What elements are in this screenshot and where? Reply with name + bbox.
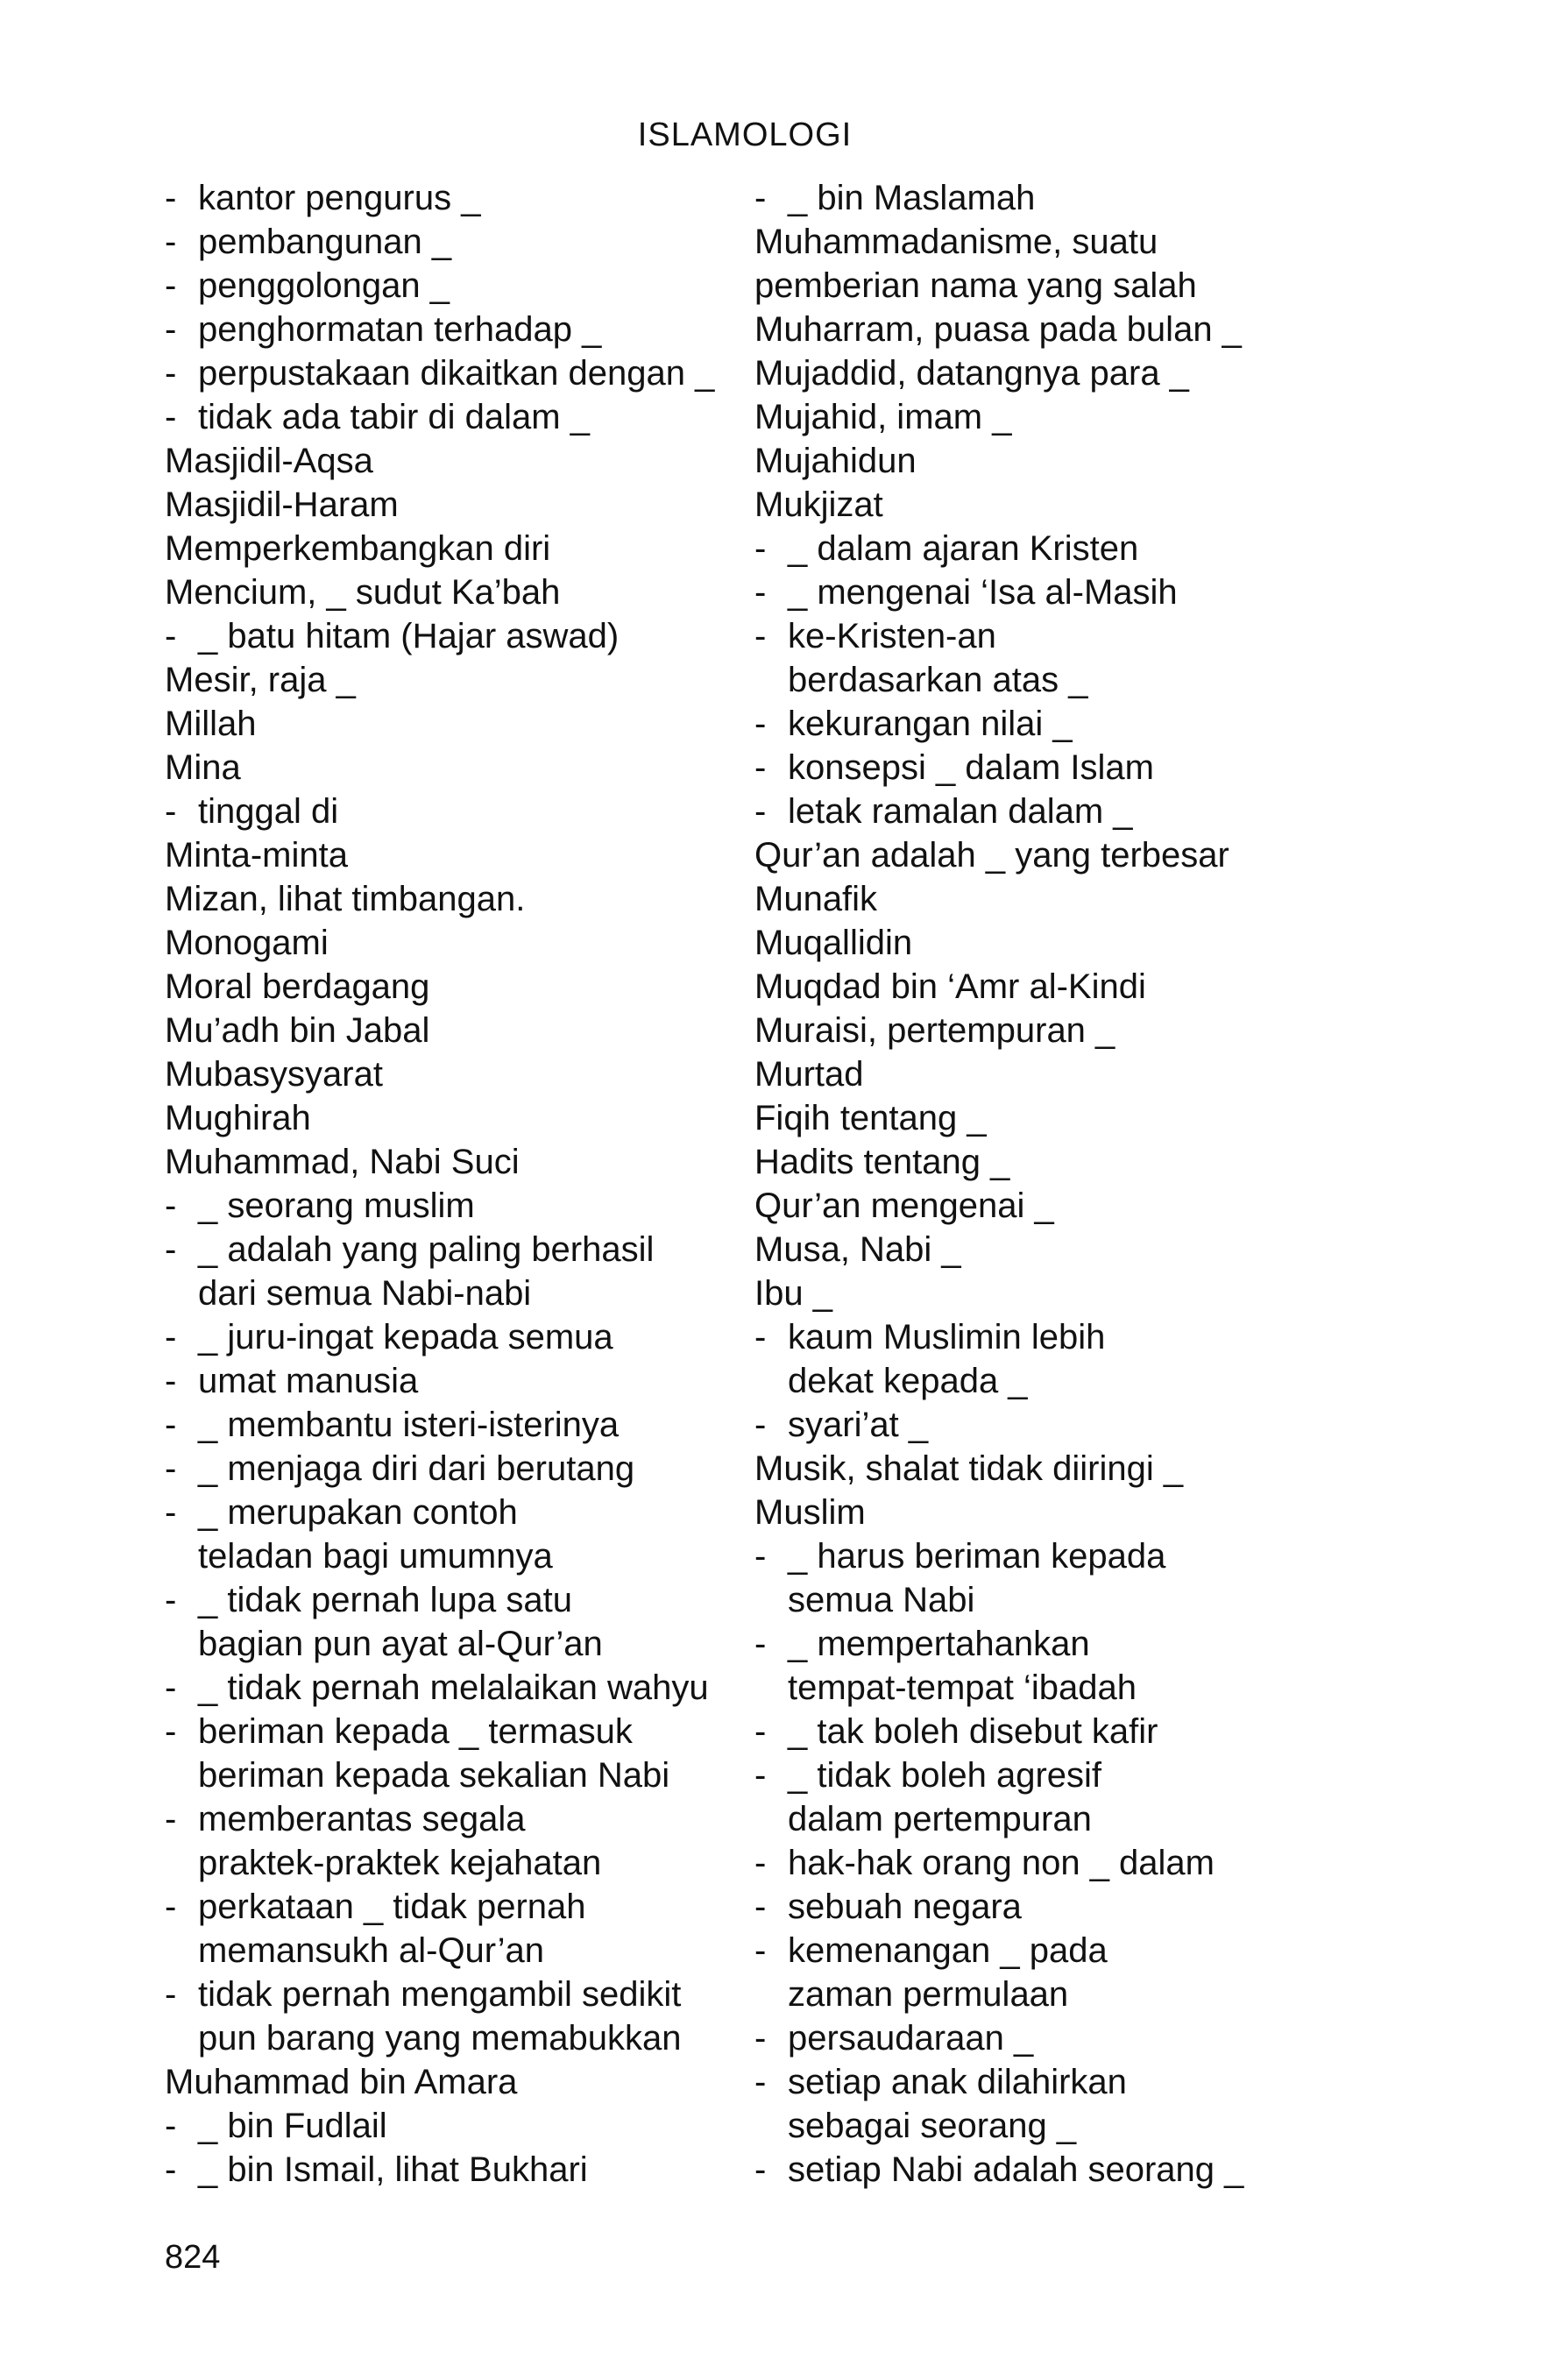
entry-text: _ tidak boleh agresif bbox=[788, 1756, 1102, 1795]
index-entry bbox=[165, 1929, 743, 1973]
index-entry bbox=[754, 1271, 1315, 1315]
index-entry bbox=[165, 1622, 743, 1666]
entry-text: ke-Kristen-an bbox=[788, 617, 996, 655]
entry-dash: - bbox=[165, 266, 177, 305]
entry-text: Masjidil-Haram bbox=[165, 485, 399, 524]
entry-dash: - bbox=[754, 617, 767, 655]
entry-dash: - bbox=[165, 1888, 177, 1926]
entry-text: Musik, shalat tidak diiringi _ bbox=[754, 1449, 1184, 1488]
entry-text: Muharram, puasa pada bulan _ bbox=[754, 310, 1242, 349]
entry-dash bbox=[754, 658, 788, 702]
index-entry bbox=[754, 1447, 1315, 1491]
index-entry bbox=[754, 570, 1315, 614]
entry-dash: - bbox=[165, 617, 177, 655]
index-entry bbox=[165, 1096, 743, 1140]
index-entry bbox=[754, 220, 1315, 264]
entry-text: Munafik bbox=[754, 880, 878, 918]
index-entry bbox=[754, 2060, 1315, 2104]
index-entry bbox=[165, 1315, 743, 1359]
entry-dash: - bbox=[165, 1406, 177, 1444]
index-entry bbox=[165, 2060, 743, 2104]
index-entry bbox=[754, 1140, 1315, 1184]
entry-text: _ batu hitam (Hajar aswad) bbox=[198, 617, 620, 655]
index-entry bbox=[754, 1710, 1315, 1753]
entry-dash: - bbox=[165, 1712, 177, 1751]
entry-dash: - bbox=[165, 1581, 177, 1619]
entry-text: pun barang yang memabukkan bbox=[198, 2019, 682, 2058]
entry-text: hak-hak orang non _ dalam bbox=[788, 1844, 1215, 1882]
index-entry bbox=[165, 483, 743, 527]
entry-text: Hadits tentang _ bbox=[754, 1143, 1010, 1181]
index-entry bbox=[754, 2148, 1315, 2192]
entry-text: tinggal di bbox=[198, 792, 339, 831]
entry-text: _ mengenai ‘Isa al-Masih bbox=[788, 573, 1178, 612]
index-entry bbox=[754, 614, 1315, 658]
index-entry bbox=[165, 1271, 743, 1315]
index-entry bbox=[165, 877, 743, 921]
entry-text: zaman permulaan bbox=[788, 1975, 1069, 2014]
entry-dash: - bbox=[754, 2150, 767, 2189]
entry-dash: - bbox=[754, 705, 767, 743]
index-entry bbox=[165, 439, 743, 483]
entry-text: Muhammad, Nabi Suci bbox=[165, 1143, 520, 1181]
index-entry bbox=[754, 746, 1315, 790]
index-entry bbox=[754, 1973, 1315, 2016]
entry-text: tempat-tempat ‘ibadah bbox=[788, 1668, 1137, 1707]
index-entry bbox=[165, 1184, 743, 1228]
index-entry bbox=[165, 1403, 743, 1447]
index-entry bbox=[754, 395, 1315, 439]
index-entry bbox=[165, 1359, 743, 1403]
entry-dash: - bbox=[754, 1406, 767, 1444]
index-entry bbox=[165, 2104, 743, 2148]
entry-text: beriman kepada _ termasuk bbox=[198, 1712, 633, 1751]
entry-dash: - bbox=[165, 1975, 177, 2014]
entry-dash: - bbox=[165, 1230, 177, 1269]
entry-text: perpustakaan dikaitkan dengan _ bbox=[198, 354, 715, 393]
entry-text: sebagai seorang _ bbox=[788, 2107, 1077, 2145]
index-entry bbox=[165, 1666, 743, 1710]
entry-text: setiap anak dilahirkan bbox=[788, 2063, 1127, 2101]
index-entry bbox=[754, 1797, 1315, 1841]
entry-text: Millah bbox=[165, 705, 257, 743]
index-entry bbox=[754, 1578, 1315, 1622]
entry-dash bbox=[165, 2016, 198, 2060]
index-entry bbox=[754, 527, 1315, 570]
entry-dash bbox=[165, 1841, 198, 1885]
index-entry bbox=[754, 483, 1315, 527]
entry-text: dalam pertempuran bbox=[788, 1800, 1092, 1838]
entry-dash: - bbox=[754, 1625, 767, 1663]
entry-text: Mujaddid, datangnya para _ bbox=[754, 354, 1189, 393]
index-entry bbox=[754, 1315, 1315, 1359]
index-entry bbox=[165, 1797, 743, 1841]
running-head: ISLAMOLOGI bbox=[637, 117, 853, 153]
entry-text: Fiqih tentang _ bbox=[754, 1099, 987, 1137]
index-entry bbox=[165, 570, 743, 614]
entry-dash bbox=[754, 2104, 788, 2148]
entry-text: Muqdad bin ‘Amr al-Kindi bbox=[754, 967, 1146, 1006]
index-entry bbox=[754, 1009, 1315, 1052]
entry-dash: - bbox=[165, 1449, 177, 1488]
entry-text: Memperkembangkan diri bbox=[165, 529, 551, 568]
index-entry bbox=[165, 395, 743, 439]
entry-text: umat manusia bbox=[198, 1362, 419, 1400]
index-entry bbox=[754, 1491, 1315, 1534]
index-entry bbox=[165, 746, 743, 790]
entry-text: Minta-minta bbox=[165, 836, 348, 875]
entry-text: _ tidak pernah melalaikan wahyu bbox=[198, 1668, 709, 1707]
index-entry bbox=[165, 2016, 743, 2060]
index-entry bbox=[165, 1885, 743, 1929]
entry-text: pemberian nama yang salah bbox=[754, 266, 1197, 305]
entry-text: _ mempertahankan bbox=[788, 1625, 1090, 1663]
entry-text: Musa, Nabi _ bbox=[754, 1230, 961, 1269]
entry-text: konsepsi _ dalam Islam bbox=[788, 748, 1154, 787]
index-entry bbox=[165, 1009, 743, 1052]
entry-text: _ juru-ingat kepada semua bbox=[198, 1318, 613, 1356]
index-entry bbox=[165, 264, 743, 308]
entry-dash: - bbox=[165, 792, 177, 831]
entry-text: Qur’an mengenai _ bbox=[754, 1186, 1054, 1225]
entry-text: semua Nabi bbox=[788, 1581, 975, 1619]
index-entry bbox=[165, 1710, 743, 1753]
index-entry bbox=[754, 351, 1315, 395]
index-entry bbox=[754, 1359, 1315, 1403]
index-entry bbox=[165, 965, 743, 1009]
entry-text: Qur’an adalah _ yang terbesar bbox=[754, 836, 1229, 875]
entry-text: _ tidak pernah lupa satu bbox=[198, 1581, 572, 1619]
entry-text: _ bin Maslamah bbox=[788, 179, 1036, 217]
index-entry bbox=[754, 1184, 1315, 1228]
entry-dash: - bbox=[754, 1888, 767, 1926]
index-entry bbox=[754, 1753, 1315, 1797]
index-entry bbox=[165, 527, 743, 570]
index-entry bbox=[165, 1578, 743, 1622]
entry-dash bbox=[754, 1797, 788, 1841]
index-entry bbox=[165, 1140, 743, 1184]
index-entry bbox=[754, 833, 1315, 877]
index-entry bbox=[165, 2148, 743, 2192]
entry-text: syari’at _ bbox=[788, 1406, 929, 1444]
entry-text: penghormatan terhadap _ bbox=[198, 310, 602, 349]
index-entry bbox=[754, 1622, 1315, 1666]
entry-text: tidak pernah mengambil sedikit bbox=[198, 1975, 682, 2014]
index-entry bbox=[165, 308, 743, 351]
index-entry bbox=[165, 351, 743, 395]
entry-text: _ membantu isteri-isterinya bbox=[198, 1406, 620, 1444]
entry-dash bbox=[165, 1622, 198, 1666]
index-entry bbox=[165, 658, 743, 702]
index-entry bbox=[754, 702, 1315, 746]
index-entry bbox=[754, 1534, 1315, 1578]
entry-text: Monogami bbox=[165, 924, 329, 962]
entry-text: kantor pengurus _ bbox=[198, 179, 481, 217]
entry-text: memansukh al-Qur’an bbox=[198, 1931, 544, 1970]
entry-dash bbox=[754, 1578, 788, 1622]
entry-text: praktek-praktek kejahatan bbox=[198, 1844, 602, 1882]
entry-dash: - bbox=[754, 179, 767, 217]
entry-dash bbox=[754, 1973, 788, 2016]
entry-dash: - bbox=[165, 398, 177, 436]
index-entry bbox=[754, 2016, 1315, 2060]
entry-text: memberantas segala bbox=[198, 1800, 526, 1838]
entry-text: Muslim bbox=[754, 1493, 866, 1532]
entry-dash: - bbox=[754, 1756, 767, 1795]
entry-text: Mujahid, imam _ bbox=[754, 398, 1012, 436]
index-entry bbox=[165, 833, 743, 877]
entry-text: Mizan, lihat timbangan. bbox=[165, 880, 526, 918]
entry-text: _ bin Fudlail bbox=[198, 2107, 387, 2145]
entry-dash: - bbox=[754, 529, 767, 568]
entry-dash: - bbox=[754, 1318, 767, 1356]
entry-text: Mencium, _ sudut Ka’bah bbox=[165, 573, 561, 612]
index-entry bbox=[165, 614, 743, 658]
index-entry bbox=[165, 1753, 743, 1797]
entry-text: pembangunan _ bbox=[198, 223, 452, 261]
index-column-left bbox=[165, 176, 743, 2192]
entry-text: Mina bbox=[165, 748, 241, 787]
index-entry bbox=[754, 1228, 1315, 1271]
index-column-right bbox=[754, 176, 1315, 2192]
index-entry bbox=[754, 1666, 1315, 1710]
entry-dash bbox=[754, 1359, 788, 1403]
index-entry bbox=[754, 176, 1315, 220]
index-entry bbox=[754, 2104, 1315, 2148]
entry-text: Murtad bbox=[754, 1055, 864, 1094]
index-entry bbox=[754, 439, 1315, 483]
entry-dash: - bbox=[754, 1537, 767, 1576]
entry-dash: - bbox=[165, 1668, 177, 1707]
entry-text: Mu’adh bin Jabal bbox=[165, 1011, 430, 1050]
index-entry bbox=[165, 220, 743, 264]
entry-dash: - bbox=[165, 1800, 177, 1838]
index-entry bbox=[754, 1841, 1315, 1885]
page-number: 824 bbox=[165, 2239, 221, 2276]
entry-dash: - bbox=[165, 354, 177, 393]
entry-text: kaum Muslimin lebih bbox=[788, 1318, 1106, 1356]
entry-dash bbox=[165, 1271, 198, 1315]
entry-text: Mesir, raja _ bbox=[165, 661, 356, 699]
entry-text: Muhammadanisme, suatu bbox=[754, 223, 1158, 261]
entry-dash: - bbox=[165, 2150, 177, 2189]
entry-dash: - bbox=[754, 1844, 767, 1882]
entry-text: berdasarkan atas _ bbox=[788, 661, 1088, 699]
index-entry bbox=[754, 264, 1315, 308]
entry-text: _ menjaga diri dari berutang bbox=[198, 1449, 635, 1488]
entry-text: perkataan _ tidak pernah bbox=[198, 1888, 586, 1926]
index-entry bbox=[754, 1403, 1315, 1447]
index-entry bbox=[165, 1052, 743, 1096]
entry-text: tidak ada tabir di dalam _ bbox=[198, 398, 590, 436]
index-entry bbox=[754, 921, 1315, 965]
index-entry bbox=[754, 790, 1315, 833]
entry-dash: - bbox=[165, 1318, 177, 1356]
index-entry bbox=[754, 1929, 1315, 1973]
entry-dash: - bbox=[754, 1712, 767, 1751]
entry-text: _ merupakan contoh bbox=[198, 1493, 518, 1532]
entry-text: _ adalah yang paling berhasil bbox=[198, 1230, 655, 1269]
entry-text: beriman kepada sekalian Nabi bbox=[198, 1756, 670, 1795]
index-entry bbox=[165, 790, 743, 833]
entry-text: bagian pun ayat al-Qur’an bbox=[198, 1625, 603, 1663]
entry-text: Mubasysyarat bbox=[165, 1055, 383, 1094]
entry-text: setiap Nabi adalah seorang _ bbox=[788, 2150, 1244, 2189]
index-entry bbox=[165, 1973, 743, 2016]
entry-text: Mukjizat bbox=[754, 485, 883, 524]
entry-dash: - bbox=[754, 792, 767, 831]
entry-text: Mughirah bbox=[165, 1099, 311, 1137]
index-entry bbox=[754, 658, 1315, 702]
entry-text: Muhammad bin Amara bbox=[165, 2063, 518, 2101]
entry-dash: - bbox=[754, 1931, 767, 1970]
entry-text: _ tak boleh disebut kafir bbox=[788, 1712, 1158, 1751]
entry-dash: - bbox=[165, 223, 177, 261]
entry-text: dari semua Nabi-nabi bbox=[198, 1274, 532, 1313]
entry-dash: - bbox=[165, 310, 177, 349]
entry-dash: - bbox=[165, 1362, 177, 1400]
entry-dash: - bbox=[165, 2107, 177, 2145]
entry-dash: - bbox=[165, 1493, 177, 1532]
entry-text: kekurangan nilai _ bbox=[788, 705, 1073, 743]
index-entry bbox=[754, 1096, 1315, 1140]
index-entry bbox=[754, 1885, 1315, 1929]
entry-text: Mujahidun bbox=[754, 442, 917, 480]
index-entry bbox=[165, 921, 743, 965]
index-entry bbox=[165, 702, 743, 746]
entry-text: kemenangan _ pada bbox=[788, 1931, 1108, 1970]
entry-dash: - bbox=[754, 2063, 767, 2101]
index-entry bbox=[754, 308, 1315, 351]
entry-text: Muraisi, pertempuran _ bbox=[754, 1011, 1115, 1050]
entry-text: penggolongan _ bbox=[198, 266, 450, 305]
entry-text: _ dalam ajaran Kristen bbox=[788, 529, 1139, 568]
entry-text: Masjidil-Aqsa bbox=[165, 442, 373, 480]
entry-dash bbox=[165, 1753, 198, 1797]
entry-dash: - bbox=[754, 748, 767, 787]
entry-dash: - bbox=[754, 573, 767, 612]
index-entry bbox=[165, 1491, 743, 1534]
entry-text: _ seorang muslim bbox=[198, 1186, 475, 1225]
index-entry bbox=[754, 965, 1315, 1009]
entry-dash: - bbox=[165, 1186, 177, 1225]
entry-text: _ harus beriman kepada bbox=[788, 1537, 1166, 1576]
entry-text: sebuah negara bbox=[788, 1888, 1022, 1926]
index-entry bbox=[165, 1447, 743, 1491]
index-entry bbox=[754, 877, 1315, 921]
entry-text: dekat kepada _ bbox=[788, 1362, 1028, 1400]
entry-text: persaudaraan _ bbox=[788, 2019, 1034, 2058]
entry-text: Ibu _ bbox=[754, 1274, 832, 1313]
entry-dash: - bbox=[165, 179, 177, 217]
entry-dash: - bbox=[754, 2019, 767, 2058]
index-entry bbox=[165, 1841, 743, 1885]
entry-dash bbox=[165, 1929, 198, 1973]
index-entry bbox=[754, 1052, 1315, 1096]
index-entry bbox=[165, 1534, 743, 1578]
entry-dash bbox=[165, 1534, 198, 1578]
entry-text: Muqallidin bbox=[754, 924, 913, 962]
entry-text: Moral berdagang bbox=[165, 967, 430, 1006]
entry-text: _ bin Ismail, lihat Bukhari bbox=[198, 2150, 588, 2189]
index-entry bbox=[165, 1228, 743, 1271]
entry-dash bbox=[754, 1666, 788, 1710]
entry-text: teladan bagi umumnya bbox=[198, 1537, 553, 1576]
entry-text: letak ramalan dalam _ bbox=[788, 792, 1133, 831]
index-entry bbox=[165, 176, 743, 220]
